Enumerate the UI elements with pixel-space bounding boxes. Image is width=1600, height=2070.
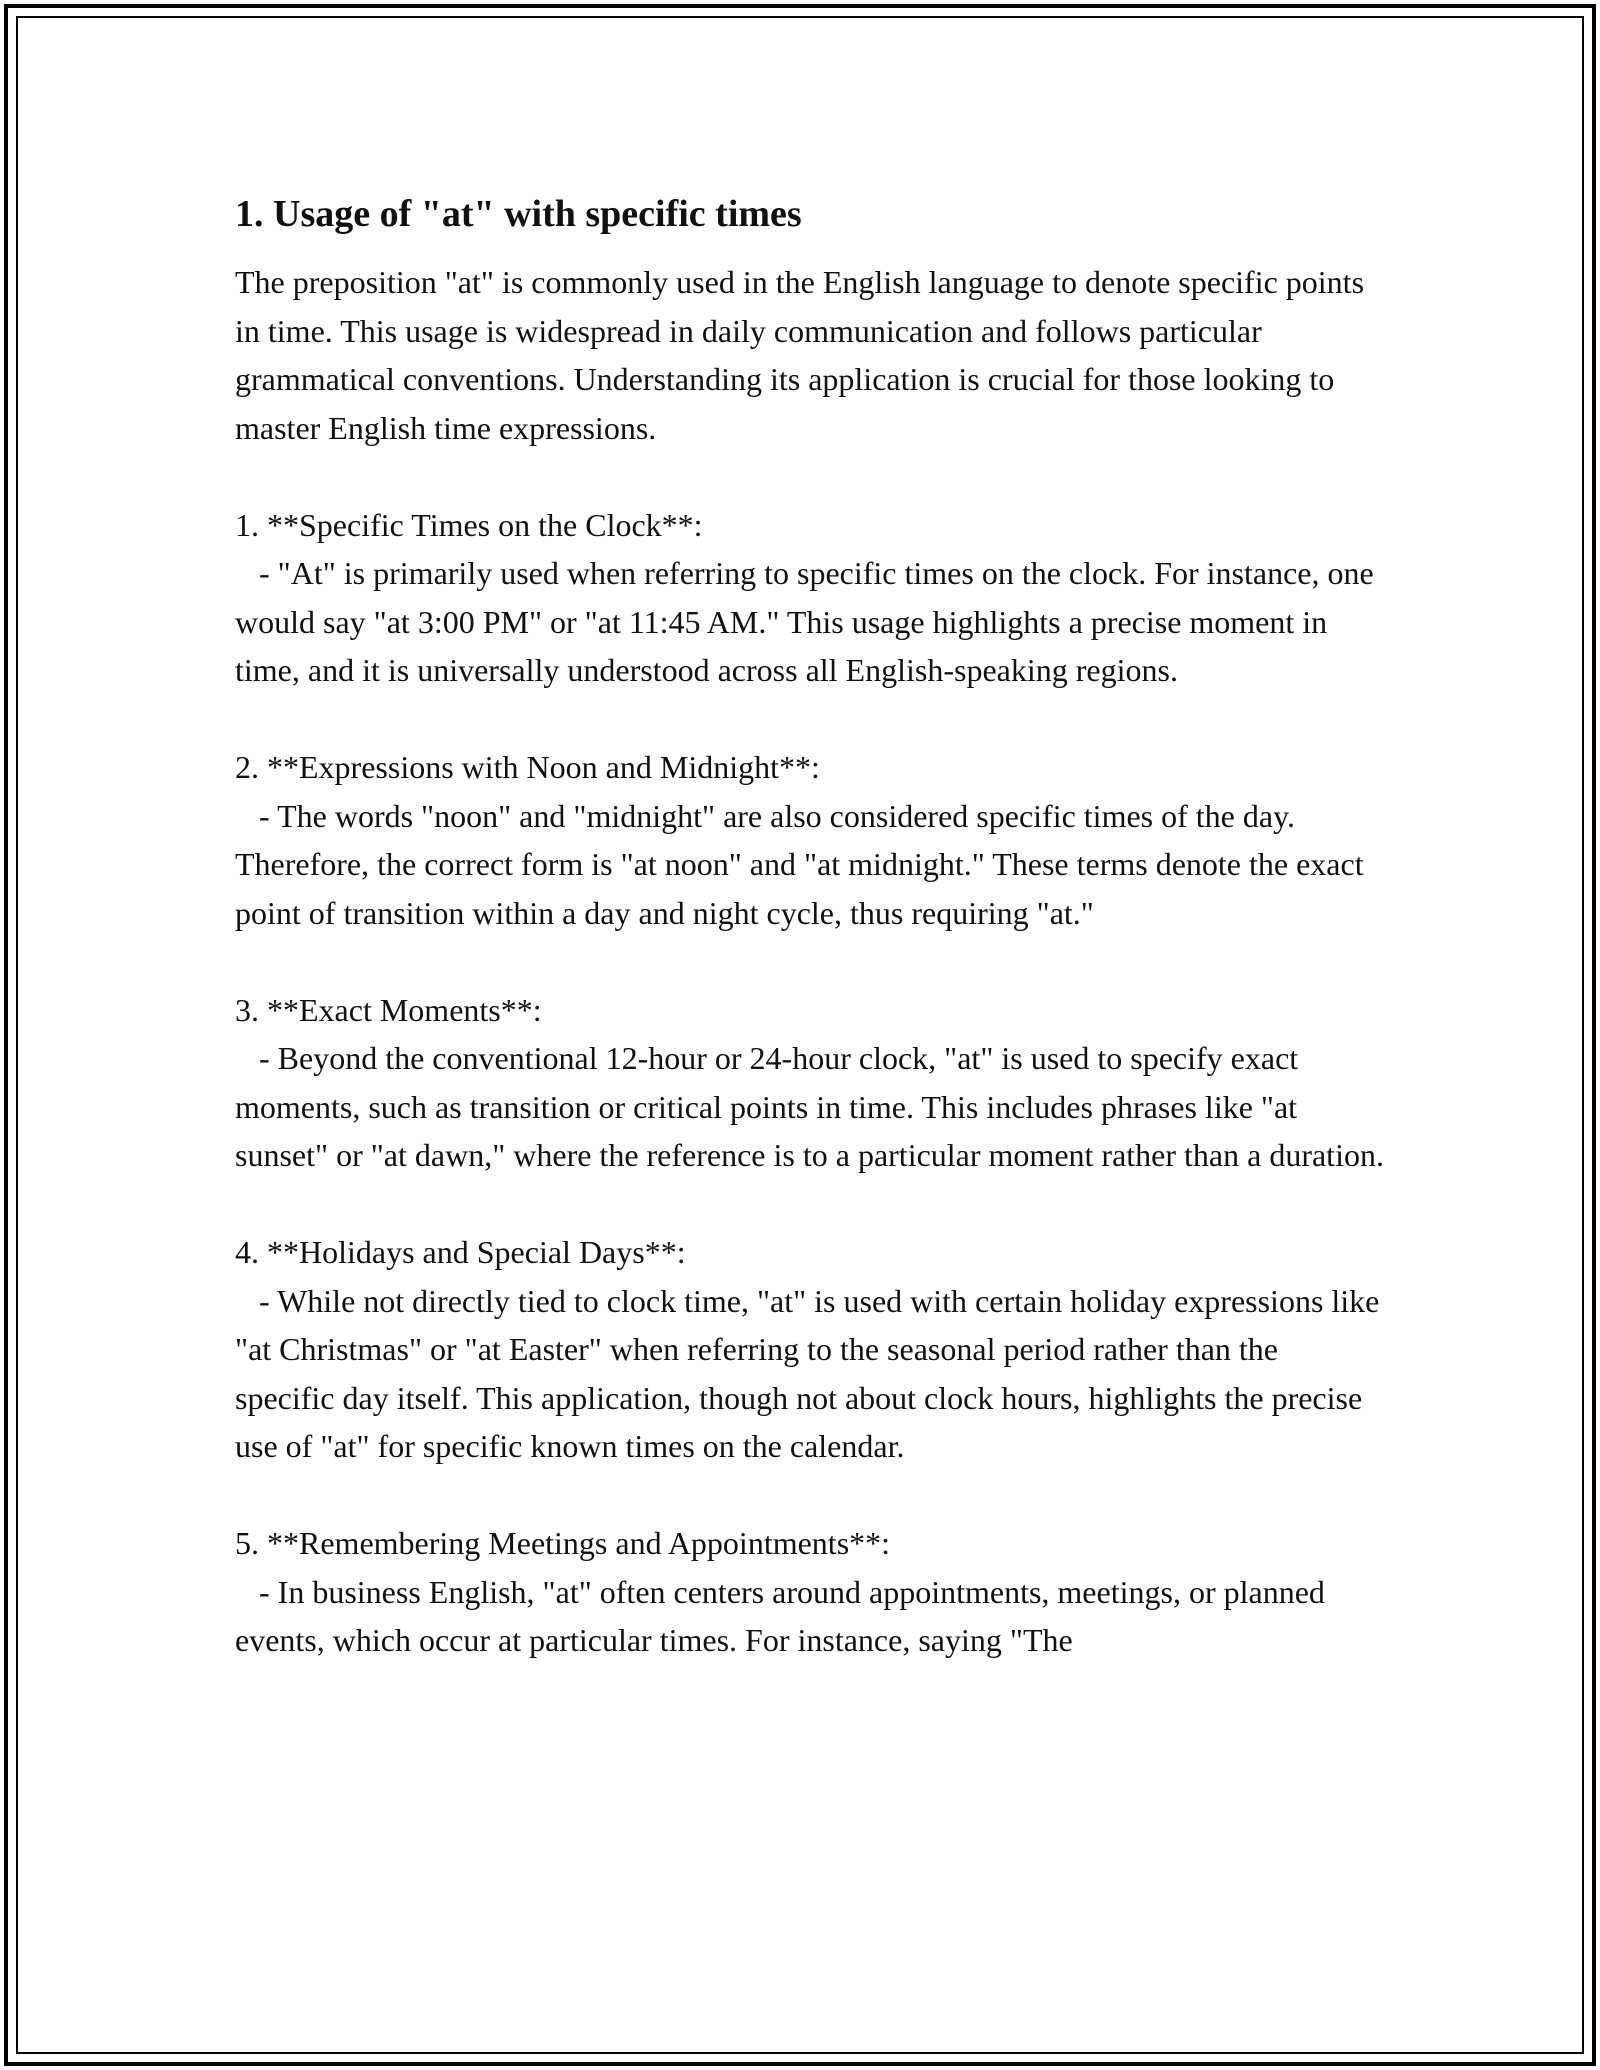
document-body <box>235 188 1388 1665</box>
list-item-title: 4. **Holidays and Special Days**: <box>235 1234 686 1270</box>
list-item-body: - In business English, "at" often centers around appointments, meetings, or planned events, which occur at particular times. For instance, saying "The <box>235 1573 1333 1658</box>
paragraph-gap <box>235 937 1385 986</box>
paragraph-gap <box>235 1180 1385 1229</box>
list-item-body: - "At" is primarily used when referring to specific times on the clock. For instance, one would say "at 3:00 PM" or "at 11:45 AM." This usage highlights a precise moment in time, and it is universally understood across all English-speaking regions. <box>235 555 1382 688</box>
list-item-title: 5. **Remembering Meetings and Appointments**: <box>235 1525 891 1561</box>
paragraph-gap <box>235 695 1385 744</box>
list-item-body: - The words "noon" and "midnight" are also considered specific times of the day. Therefore, the correct form is "at noon" and "at midnight." These terms denote the exact point of transition within a day and night cycle, thus requiring "at." <box>235 797 1372 931</box>
paragraph-gap <box>235 1471 1385 1520</box>
list-item-body: - Beyond the conventional 12-hour or 24-hour clock, "at" is used to specify exact moments, such as transition or critical points in time. This includes phrases like "at sunset" or "at dawn," where the reference is to a particular moment rather than a duration. <box>235 1040 1384 1173</box>
list-item-title: 2. **Expressions with Noon and Midnight**: <box>235 749 820 785</box>
list-item-body: - While not directly tied to clock time, "at" is used with certain holiday expressions like "at Christmas" or "at Easter" when referring to the seasonal period rather than the specific day itself. This application, though not about clock hours, highlights the precise use of "at" for specific known times on the calendar. <box>235 1282 1388 1464</box>
intro-paragraph: The preposition "at" is commonly used in the English language to denote specific points in time. This usage is widespread in daily communication and follows particular grammatical conventions. Understanding its application is crucial for those looking to master English time expressions. <box>235 264 1373 446</box>
section-heading: 1. Usage of "at" with specific times <box>235 193 802 235</box>
paragraph-gap <box>235 452 1385 501</box>
list-item-title: 1. **Specific Times on the Clock**: <box>235 506 703 543</box>
list-item-title: 3. **Exact Moments**: <box>235 991 542 1028</box>
